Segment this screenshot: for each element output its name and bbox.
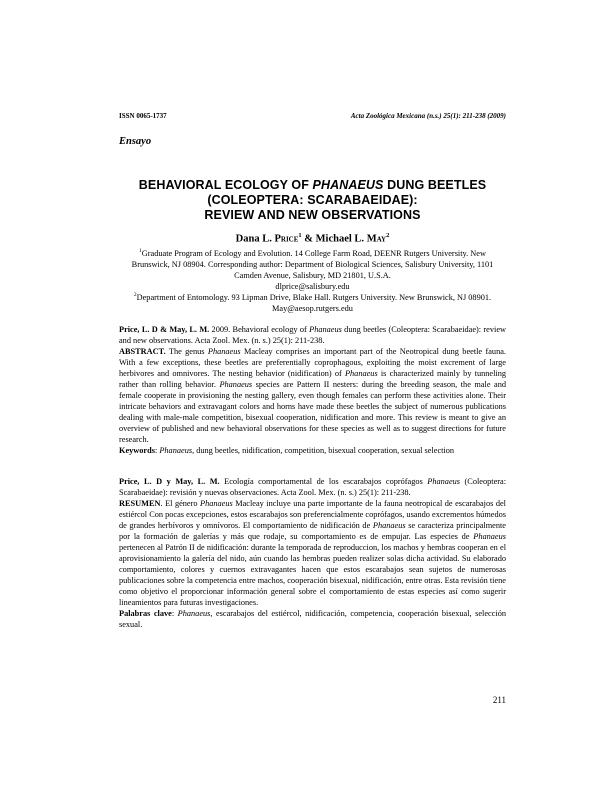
keywords-spanish: Palabras clave: Phanaeus, escarabajos del estiércol, nidificación, competencia, cooperación bisexual, selección sexual. <box>119 609 506 629</box>
abstract-english <box>119 324 506 456</box>
abstract-spanish <box>119 476 506 630</box>
section-label: Ensayo <box>119 136 152 147</box>
author-1-surname: Price <box>274 233 299 245</box>
abstract-label: ABSTRACT. <box>119 347 166 356</box>
article-title <box>119 178 506 223</box>
citation-spanish: Price, L. D y May, L. M. Ecología comportamental de los escarabajos coprófagos Phanaeus (Coleoptera: Scarabaeidae): revisión y nuevas observaciones. Acta Zool. Mex. (n. s.) 25(1): 211-238. <box>119 477 507 497</box>
citation-english: Price, L. D & May, L. M. 2009. Behavioral ecology of Phanaeus dung beetles (Coleoptera: Scarabaeidae): review and new observations. Acta Zool. Mex. (n. s.) 25(1): 211-238. <box>119 325 506 345</box>
title-line-2: (COLEOPTERA: SCARABAEIDAE): <box>207 193 418 207</box>
page-number: 211 <box>492 695 506 705</box>
issn-label: ISSN 0065-1737 <box>119 112 167 120</box>
resumen-text: RESUMEN. El género Phanaeus Macleay incluye una parte importante de la fauna neotropical de escarabajos del estiércol Con pocas excepciones, estos escarabajos son preferencialmente coprófagos, usando excrementos húmedos de grandes herbívoros y omnívoros. El comportamiento de nidificación de Phanaeus se caracteriza principalmente por la formación de galerías y más que rodaje, su comportamiento es de empujar. Las especies de Phanaeus pertenecen al Patrón II de nidificación: durante la temporada de reproduccion, los machos y hembras cooperan en el aprovisionamiento la galería del nido, aún cuando las hembras pueden realizer solas dicha actividad. Su elaborado comportamiento, colores y cuernos extravagantes hacen que estos escarabajos sean sujetos de numerosas publicaciones sobre la competencia entre machos, cooperación bisexual, nidificación, entre otras. Esta revisión tiene como objetivo el proporcionar información general sobre el comportamiento de estas especies así como sugerir lineamientos para futuras investigaciones. <box>119 499 506 607</box>
keywords-english: Keywords: Phanaeus, dung beetles, nidification, competition, bisexual cooperation, sexual selection <box>119 446 455 455</box>
author-email[interactable]: dlprice@salisbury.edu <box>275 281 350 291</box>
author-2-surname: May <box>366 233 387 245</box>
resumen-label: RESUMEN <box>119 499 161 508</box>
abstract-text: ABSTRACT. The genus Phanaeus Macleay comprises an important part of the Neotropical dung beetle fauna. With a few exceptions, these beetles are preferentially coprophagous, exploiting the moist excrement of large herbivores and omnivores. The nesting behavior (nidification) of Phanaeus is characterized mainly by tunneling rather than rolling behavior. Phanaeus species are Pattern II nesters: during the breeding season, the male and female cooperate in provisioning the nesting gallery, even though females can perform these activities alone. Their intricate behaviors and extravagant colors and horns have made these beetles the subject of numerous publications dealing with male-male competition, bisexual cooperation, nidification and more. This review is meant to give an overview of published and new behavioral observations for these species as well as to suggest directions for future research. <box>119 347 507 444</box>
title-genus: PHANAEUS <box>312 178 384 192</box>
affiliation-2: $^2$Department of Entomology. 93 Lipman Drive, Blake Hall. Rutgers University. New Brunswick, NJ 08901. May@aesop.rutgers.edu <box>133 292 492 313</box>
journal-citation: Acta Zoológica Mexicana (n.s.) 25(1): 211-238 (2009) <box>350 112 506 120</box>
title-line-1: BEHAVIORAL ECOLOGY OF PHANAEUS DUNG BEETLES <box>138 178 487 192</box>
affiliation-1: $^1$Graduate Program of Ecology and Evolution. 14 College Farm Road, DEENR Rutgers University. New Brunswick, NJ 08904. Corresponding author: Department of Biological Sciences, Salisbury University, 1101 Camden Avenue, Salisbury, MD 21801, U.S.A. dlprice@salisbury.edu <box>131 248 494 291</box>
author-line: Dana L. Price$^1$ & Michael L. May$^2$ <box>235 232 390 245</box>
title-line-3: REVIEW AND NEW OBSERVATIONS <box>204 208 421 222</box>
